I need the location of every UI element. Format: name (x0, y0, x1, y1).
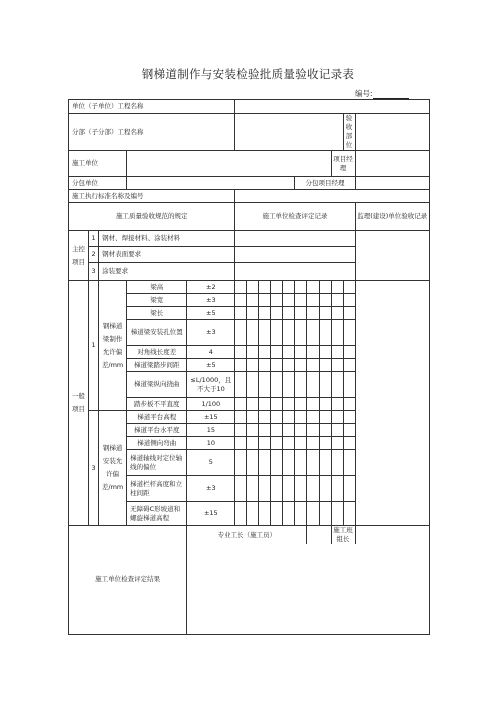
measure-cell[interactable] (283, 398, 295, 411)
acceptance-part-label: 验收部位 (343, 114, 355, 151)
record-number-blank[interactable] (373, 90, 409, 99)
measure-cell[interactable] (235, 359, 247, 372)
subcontract-unit-value[interactable] (127, 177, 295, 190)
measure-cell[interactable] (343, 437, 355, 450)
measure-cell[interactable] (343, 398, 355, 411)
measure-cell[interactable] (235, 294, 247, 307)
allowed-value: 5 (187, 450, 235, 476)
measure-cell[interactable] (343, 411, 355, 424)
check-item: 梯道梁踏步间距 (127, 359, 187, 372)
measure-cell[interactable] (271, 346, 283, 359)
general-items-supervisor[interactable] (355, 281, 429, 526)
allowed-value: ±3 (187, 320, 235, 346)
measure-cell[interactable] (259, 320, 271, 346)
measure-cell[interactable] (235, 411, 247, 424)
measure-cell[interactable] (235, 281, 247, 294)
measure-cell[interactable] (271, 476, 283, 502)
allowed-value: ±5 (187, 359, 235, 372)
measure-cell[interactable] (307, 320, 319, 346)
measure-cell[interactable] (247, 320, 259, 346)
measure-cell[interactable] (247, 502, 259, 526)
allowed-value: ±3 (187, 476, 235, 502)
measure-cell[interactable] (283, 476, 295, 502)
measure-cell[interactable] (331, 424, 343, 437)
measure-cell[interactable] (295, 372, 307, 398)
standard-label: 施工执行标准名称及编号 (69, 190, 235, 203)
main-items-supervisor[interactable] (355, 231, 429, 281)
measure-cell[interactable] (235, 476, 247, 502)
measure-cell[interactable] (343, 320, 355, 346)
measure-cell[interactable] (319, 437, 331, 450)
measure-cell[interactable] (283, 424, 295, 437)
measure-cell[interactable] (295, 411, 307, 424)
main-item-no: 2 (89, 247, 99, 263)
main-item-no: 3 (89, 263, 99, 281)
measure-cell[interactable] (259, 424, 271, 437)
measure-cell[interactable] (235, 320, 247, 346)
measure-cell[interactable] (331, 346, 343, 359)
allowed-value: ±15 (187, 502, 235, 526)
measure-cell[interactable] (319, 502, 331, 526)
construction-unit-label: 施工单位 (69, 151, 127, 177)
foreman-value[interactable] (307, 526, 331, 545)
page-title: 钢梯道制作与安装检验批质量验收记录表 (141, 67, 355, 81)
allowed-value: ±3 (187, 294, 235, 307)
measure-cell[interactable] (307, 281, 319, 294)
measure-cell[interactable] (247, 281, 259, 294)
measure-cell[interactable] (343, 372, 355, 398)
measure-cell[interactable] (295, 294, 307, 307)
measure-cell[interactable] (247, 398, 259, 411)
measure-cell[interactable] (259, 307, 271, 320)
foreman-label: 专业工长（施工员） (187, 526, 307, 545)
measure-cell[interactable] (283, 450, 295, 476)
main-item-check[interactable] (235, 263, 355, 281)
measure-cell[interactable] (247, 476, 259, 502)
measure-cell[interactable] (247, 307, 259, 320)
check-item: 梯道梁纵向挠曲 (127, 372, 187, 398)
measure-cell[interactable] (331, 398, 343, 411)
measure-cell[interactable] (283, 294, 295, 307)
record-number-label: 编号: (355, 89, 373, 98)
measure-cell[interactable] (307, 502, 319, 526)
check-item: 梯道平台高程 (127, 411, 187, 424)
main-item-text: 钢材表面要求 (99, 247, 235, 263)
measure-cell[interactable] (283, 320, 295, 346)
measure-cell[interactable] (235, 307, 247, 320)
measure-cell[interactable] (343, 450, 355, 476)
measure-cell[interactable] (295, 307, 307, 320)
allowed-value: 10 (187, 437, 235, 450)
allowed-value: 4 (187, 346, 235, 359)
measure-cell[interactable] (331, 281, 343, 294)
measure-cell[interactable] (319, 294, 331, 307)
sub-project-label: 分部（子分部）工程名称 (69, 114, 235, 151)
general-items-category: 一般项目 (69, 281, 89, 526)
measure-cell[interactable] (235, 437, 247, 450)
measure-cell[interactable] (247, 294, 259, 307)
project-manager-value[interactable] (355, 151, 429, 177)
measure-cell[interactable] (295, 437, 307, 450)
measure-cell[interactable] (331, 372, 343, 398)
measure-cell[interactable] (283, 281, 295, 294)
check-item: 梁宽 (127, 294, 187, 307)
measure-cell[interactable] (235, 502, 247, 526)
construction-unit-value[interactable] (127, 151, 331, 177)
main-items-category: 主控项目 (69, 231, 89, 281)
standard-value[interactable] (235, 190, 430, 203)
check-column-header: 施工单位检查评定记录 (235, 203, 355, 231)
main-item-check[interactable] (235, 247, 355, 263)
measure-cell[interactable] (283, 502, 295, 526)
measure-cell[interactable] (259, 346, 271, 359)
main-item-no: 1 (89, 231, 99, 247)
measure-cell[interactable] (259, 398, 271, 411)
measure-cell[interactable] (283, 307, 295, 320)
measure-cell[interactable] (319, 281, 331, 294)
measure-cell[interactable] (259, 372, 271, 398)
measure-cell[interactable] (271, 294, 283, 307)
main-item-text: 涂装要求 (99, 263, 235, 281)
measure-cell[interactable] (271, 450, 283, 476)
group-label: 钢梯道梁制作允许偏差/mm (99, 281, 127, 411)
measure-cell[interactable] (247, 359, 259, 372)
measure-cell[interactable] (343, 476, 355, 502)
measure-cell[interactable] (331, 294, 343, 307)
measure-cell[interactable] (307, 424, 319, 437)
measure-cell[interactable] (259, 476, 271, 502)
measure-cell[interactable] (343, 424, 355, 437)
measure-cell[interactable] (247, 437, 259, 450)
measure-cell[interactable] (271, 398, 283, 411)
measure-cell[interactable] (343, 294, 355, 307)
measure-cell[interactable] (295, 476, 307, 502)
inspection-table (68, 99, 430, 635)
measure-cell[interactable] (259, 437, 271, 450)
measure-cell[interactable] (319, 307, 331, 320)
sub-project-value[interactable] (235, 114, 343, 151)
measure-cell[interactable] (307, 372, 319, 398)
measure-cell[interactable] (247, 424, 259, 437)
measure-cell[interactable] (271, 281, 283, 294)
measure-cell[interactable] (259, 294, 271, 307)
acceptance-part-value[interactable] (355, 114, 429, 151)
result-label: 施工单位检查评定结果 (69, 526, 187, 635)
measure-cell[interactable] (271, 437, 283, 450)
measure-cell[interactable] (247, 346, 259, 359)
group-label: 钢梯道安装允许偏差/mm (99, 411, 127, 526)
measure-cell[interactable] (295, 320, 307, 346)
measure-cell[interactable] (319, 398, 331, 411)
measure-cell[interactable] (283, 411, 295, 424)
measure-cell[interactable] (259, 411, 271, 424)
measure-cell[interactable] (295, 424, 307, 437)
measure-cell[interactable] (271, 372, 283, 398)
subcontract-unit-label: 分包单位 (69, 177, 127, 190)
measure-cell[interactable] (295, 398, 307, 411)
check-item: 梯道梁安装孔位置 (127, 320, 187, 346)
measure-cell[interactable] (271, 359, 283, 372)
measure-cell[interactable] (235, 346, 247, 359)
measure-cell[interactable] (343, 281, 355, 294)
supervisor-column-header: 监理(建设)单位验收记录 (355, 203, 429, 231)
measure-cell[interactable] (259, 281, 271, 294)
allowed-value: 1/100 (187, 398, 235, 411)
measure-cell[interactable] (295, 502, 307, 526)
subcontract-manager-label: 分包项目经理 (295, 177, 355, 190)
measure-cell[interactable] (319, 476, 331, 502)
record-number (355, 88, 409, 99)
measure-cell[interactable] (235, 398, 247, 411)
measure-cell[interactable] (331, 320, 343, 346)
measure-cell[interactable] (343, 307, 355, 320)
measure-cell[interactable] (331, 476, 343, 502)
measure-cell[interactable] (319, 346, 331, 359)
result-content[interactable] (187, 544, 430, 634)
allowed-value: ±2 (187, 281, 235, 294)
measure-cell[interactable] (247, 450, 259, 476)
measure-cell[interactable] (295, 359, 307, 372)
measure-cell[interactable] (331, 502, 343, 526)
check-item: 梁长 (127, 307, 187, 320)
measure-cell[interactable] (319, 424, 331, 437)
measure-cell[interactable] (319, 372, 331, 398)
measure-cell[interactable] (271, 502, 283, 526)
measure-cell[interactable] (343, 502, 355, 526)
measure-cell[interactable] (343, 359, 355, 372)
measure-cell[interactable] (247, 411, 259, 424)
measure-cell[interactable] (319, 411, 331, 424)
allowed-value: ±5 (187, 307, 235, 320)
measure-cell[interactable] (307, 346, 319, 359)
measure-cell[interactable] (247, 372, 259, 398)
measure-cell[interactable] (295, 281, 307, 294)
measure-cell[interactable] (307, 294, 319, 307)
measure-cell[interactable] (271, 411, 283, 424)
unit-project-value[interactable] (235, 100, 430, 114)
group-no: 1 (89, 281, 99, 411)
measure-cell[interactable] (319, 359, 331, 372)
measure-cell[interactable] (271, 307, 283, 320)
unit-project-label: 单位（子单位）工程名称 (69, 100, 235, 114)
team-leader-value[interactable] (355, 526, 429, 545)
check-item: 梯道轴线对定位轴线的偏位 (127, 450, 187, 476)
measure-cell[interactable] (331, 359, 343, 372)
measure-cell[interactable] (235, 372, 247, 398)
check-item: 梁高 (127, 281, 187, 294)
measure-cell[interactable] (307, 307, 319, 320)
measure-cell[interactable] (331, 437, 343, 450)
subcontract-manager-value[interactable] (355, 177, 429, 190)
measure-cell[interactable] (331, 450, 343, 476)
allowed-value: ≤L/1000，且不大于10 (187, 372, 235, 398)
main-item-check[interactable] (235, 231, 355, 247)
measure-cell[interactable] (271, 320, 283, 346)
measure-cell[interactable] (235, 450, 247, 476)
measure-cell[interactable] (319, 450, 331, 476)
measure-cell[interactable] (307, 476, 319, 502)
group-no: 3 (89, 411, 99, 526)
measure-cell[interactable] (283, 346, 295, 359)
measure-cell[interactable] (343, 346, 355, 359)
measure-cell[interactable] (307, 450, 319, 476)
check-item: 踏步板不平直度 (127, 398, 187, 411)
measure-cell[interactable] (235, 424, 247, 437)
measure-cell[interactable] (307, 398, 319, 411)
team-leader-label: 施工班组长 (331, 526, 355, 545)
check-item: 梯道栏杆高度和立柱间距 (127, 476, 187, 502)
measure-cell[interactable] (259, 502, 271, 526)
spec-column-header: 施工质量验收规范的规定 (69, 203, 235, 231)
check-item: 对角线长度差 (127, 346, 187, 359)
measure-cell[interactable] (331, 307, 343, 320)
measure-cell[interactable] (283, 437, 295, 450)
measure-cell[interactable] (307, 411, 319, 424)
allowed-value: ±15 (187, 411, 235, 424)
project-manager-label: 项目经理 (331, 151, 355, 177)
measure-cell[interactable] (307, 437, 319, 450)
measure-cell[interactable] (283, 372, 295, 398)
measure-cell[interactable] (259, 359, 271, 372)
measure-cell[interactable] (295, 450, 307, 476)
measure-cell[interactable] (259, 450, 271, 476)
measure-cell[interactable] (295, 346, 307, 359)
measure-cell[interactable] (331, 411, 343, 424)
measure-cell[interactable] (283, 359, 295, 372)
check-item: 梯道平台水平度 (127, 424, 187, 437)
measure-cell[interactable] (271, 424, 283, 437)
check-item: 无障碍C形坡道和螺旋梯道高程 (127, 502, 187, 526)
measure-cell[interactable] (319, 320, 331, 346)
main-item-text: 钢材、焊接材料、涂装材料 (99, 231, 235, 247)
allowed-value: 15 (187, 424, 235, 437)
check-item: 梯道侧向弯曲 (127, 437, 187, 450)
measure-cell[interactable] (307, 359, 319, 372)
